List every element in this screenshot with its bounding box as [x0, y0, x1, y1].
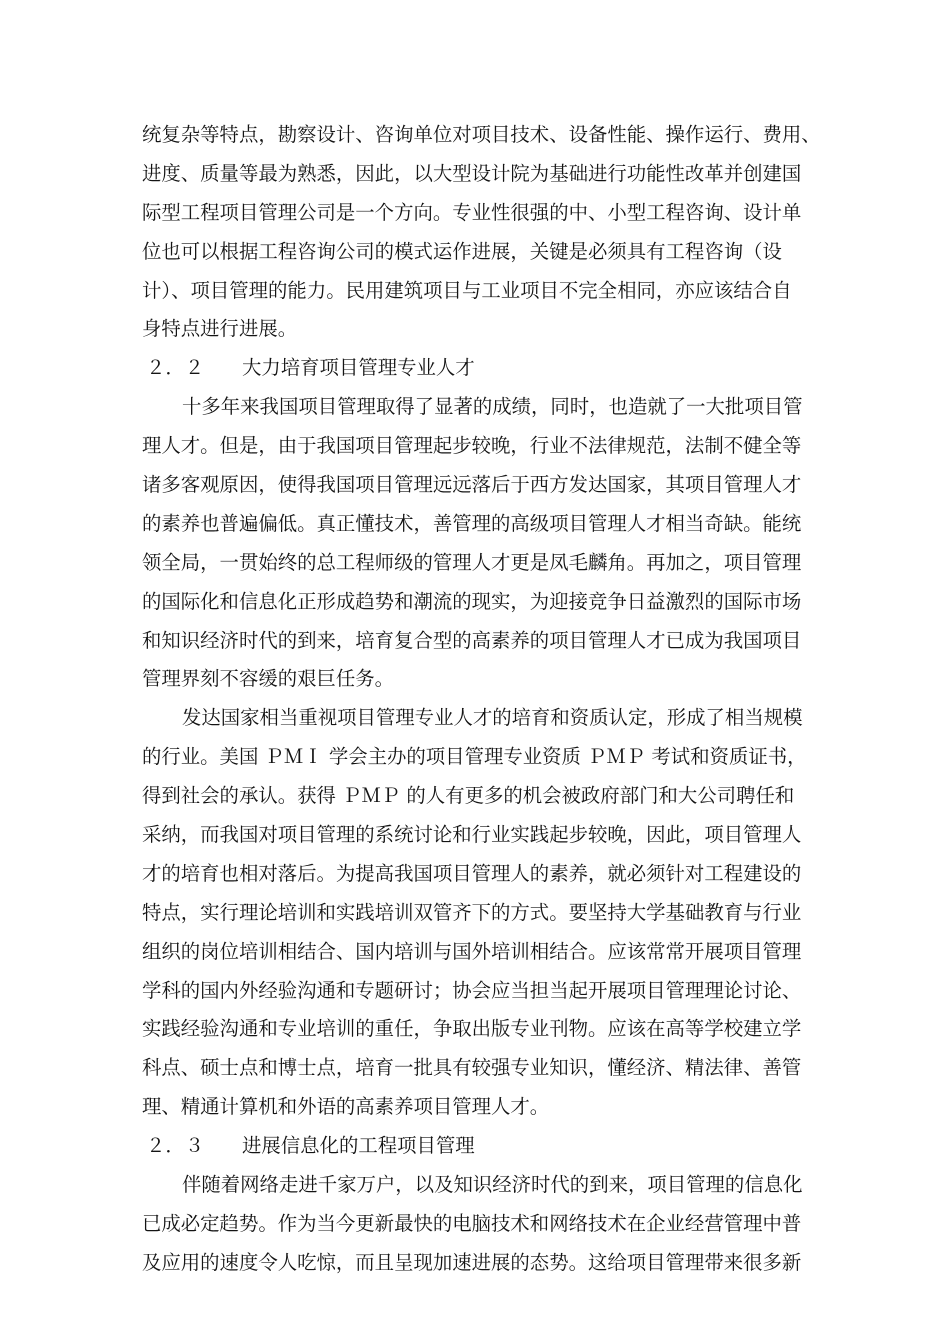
document-body: [142, 116, 822, 1283]
text-line: 的素养也普遍偏低。真正懂技术，善管理的高级项目管理人才相当奇缺。能统: [142, 511, 802, 535]
text-line: 发达国家相当重视项目管理专业人才的培育和资质认定，形成了相当规模: [182, 706, 803, 730]
section-heading-2-2: [142, 349, 822, 388]
text-line: 采纳，而我国对项目管理的系统讨论和行业实践起步较晚，因此，项目管理人: [142, 823, 802, 847]
text-line: 已成必定趋势。作为当今更新最快的电脑技术和网络技术在企业经营管理中普: [142, 1211, 802, 1235]
text-line: 理人才。但是，由于我国项目管理起步较晚，行业不法律规范，法制不健全等: [142, 434, 802, 458]
section-2-1-tail: [142, 116, 822, 349]
section-number: ２．２: [146, 356, 205, 380]
section-heading-2-3: [142, 1127, 822, 1166]
text-line: 才的培育也相对落后。为提高我国项目管理人的素养，就必须针对工程建设的: [142, 861, 802, 885]
text-line: 的行业。美国 ＰＭＩ 学会主办的项目管理专业资质 ＰＭＰ 考试和资质证书，: [142, 745, 807, 769]
text-line: 科点、硕士点和博士点，培育一批具有较强专业知识，懂经济、精法律、善管: [142, 1056, 802, 1080]
text-line: 理、精通计算机和外语的高素养项目管理人才。: [142, 1095, 550, 1119]
section-title: 进展信息化的工程项目管理: [242, 1134, 475, 1158]
text-line: 学科的国内外经验沟通和专题研讨；协会应当担当起开展项目管理理论讨论、: [142, 978, 802, 1002]
section-title: 大力培育项目管理专业人才: [242, 356, 475, 380]
section-2-2-paragraph-1: [142, 388, 822, 699]
text-line: 统复杂等特点，勘察设计、咨询单位对项目技术、设备性能、操作运行、费用、: [142, 123, 821, 146]
text-line: 管理界刻不容缓的艰巨任务。: [142, 667, 395, 691]
text-line: 进度、质量等最为熟悉，因此，以大型设计院为基础进行功能性改革并创建国: [142, 161, 802, 185]
text-line: 特点，实行理论培训和实践培训双管齐下的方式。要坚持大学基础教育与行业: [142, 900, 802, 924]
text-line: 位也可以根据工程咨询公司的模式运作进展，关键是必须具有工程咨询（设: [142, 239, 782, 263]
text-line: 十多年来我国项目管理取得了显著的成绩，同时，也造就了一大批项目管: [182, 395, 803, 419]
text-line: 的国际化和信息化正形成趋势和潮流的现实，为迎接竞争日益激烈的国际市场: [142, 589, 802, 613]
section-2-3-paragraph-1: [142, 1166, 822, 1283]
text-line: 伴随着网络走进千家万户，以及知识经济时代的到来，项目管理的信息化: [182, 1173, 803, 1197]
text-line: 及应用的速度令人吃惊，而且呈现加速进展的态势。这给项目管理带来很多新: [142, 1250, 802, 1274]
text-line: 计）、项目管理的能力。民用建筑项目与工业项目不完全相同，亦应该结合自: [142, 278, 792, 302]
text-line: 得到社会的承认。获得 ＰＭＰ 的人有更多的机会被政府部门和大公司聘任和: [142, 784, 795, 808]
section-2-2-paragraph-2: [142, 699, 822, 1127]
text-line: 身特点进行进展。: [142, 317, 298, 341]
text-line: 际型工程项目管理公司是一个方向。专业性很强的中、小型工程咨询、设计单: [142, 200, 802, 224]
section-number: ２．３: [146, 1134, 205, 1158]
text-line: 实践经验沟通和专业培训的重任，争取出版专业刊物。应该在高等学校建立学: [142, 1017, 802, 1041]
text-line: 组织的岗位培训相结合、国内培训与国外培训相结合。应该常常开展项目管理: [142, 939, 802, 963]
text-line: 和知识经济时代的到来，培育复合型的高素养的项目管理人才已成为我国项目: [142, 628, 802, 652]
text-line: 诸多客观原因，使得我国项目管理远远落后于西方发达国家，其项目管理人才: [142, 473, 802, 497]
text-line: 领全局，一贯始终的总工程师级的管理人才更是凤毛麟角。再加之，项目管理: [142, 550, 802, 574]
